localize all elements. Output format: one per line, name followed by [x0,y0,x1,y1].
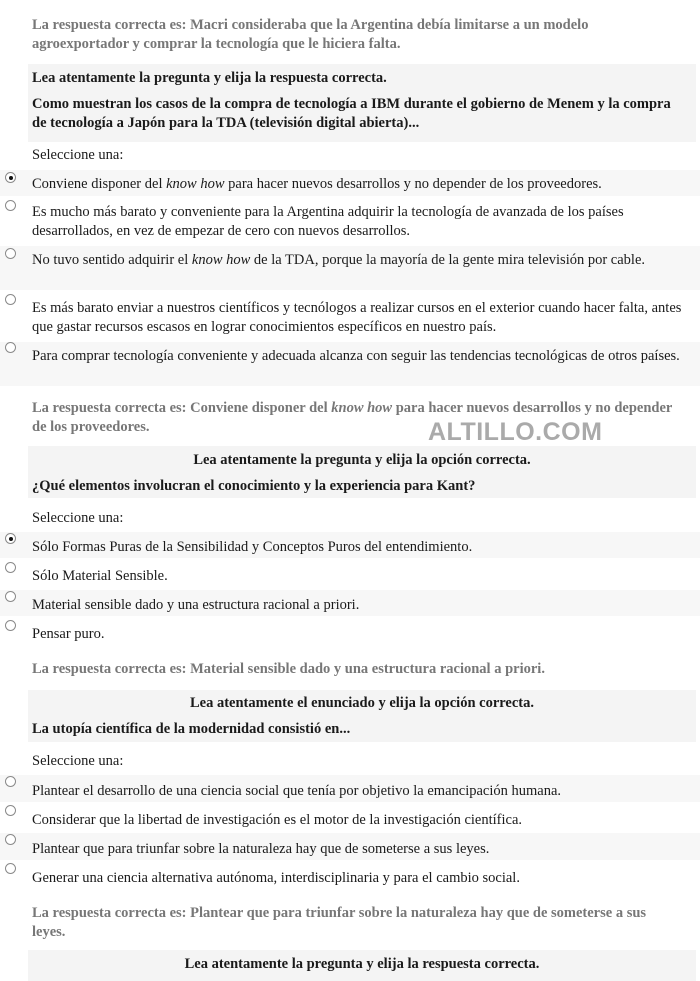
q2-option-2[interactable] [0,198,700,242]
radio-button[interactable] [5,248,16,259]
q4-option-2[interactable] [0,804,700,831]
q3-option-2[interactable] [0,561,700,587]
watermark-logo: ALTILLO.COM [428,418,603,446]
radio-button-checked[interactable] [5,533,16,544]
q3-feedback: La respuesta correcta es: Material sensible dado y una estructura racional a priori. [32,661,545,677]
radio-button[interactable] [5,863,16,874]
q3-question: ¿Qué elementos involucran el conocimiento y la experiencia para Kant? [32,478,476,494]
q2-option-1[interactable] [0,170,700,196]
q3-option-3[interactable] [0,590,700,616]
radio-button[interactable] [5,805,16,816]
q3-option-3-label: Material sensible dado y una estructura racional a priori. [32,597,360,613]
q3-option-4[interactable] [0,619,700,645]
q2-option-4-label: Es más barato enviar a nuestros científicos y tecnólogos a realizar cursos en el exterior cuando hacer falta, antes que gastar recursos escasos en lograr conocimientos específicos en nuestro país. [32,300,682,335]
radio-button[interactable] [5,620,16,631]
q2-question: Como muestran los casos de la compra de tecnología a IBM durante el gobierno de Menem y la compra de tecnología a Japón para la TDA (televisión digital abierta)... [32,96,671,131]
q2-option-1-label: Conviene disponer del know how para hacer nuevos desarrollos y no depender de los proveedores. [32,176,602,192]
q2-option-5-label: Para comprar tecnología conveniente y adecuada alcanza con seguir las tendencias tecnológicas de otros países. [32,348,680,364]
q2-feedback: La respuesta correcta es: Conviene disponer del know how para hacer nuevos desarrollos y no depender de los proveedores. [32,400,673,435]
q4-question: La utopía científica de la modernidad consistió en... [32,721,351,737]
radio-button-checked[interactable] [5,172,16,183]
q5-instruction: Lea atentamente la pregunta y elija la respuesta correcta. [184,956,540,972]
q4-instruction: Lea atentamente el enunciado y elija la opción correcta. [189,695,535,711]
q4-option-3-label: Plantear que para triunfar sobre la naturaleza hay que de someterse a sus leyes. [32,841,490,857]
q4-option-2-label: Considerar que la libertad de investigación es el motor de la investigación científica. [32,812,523,828]
q4-option-1-label: Plantear el desarrollo de una ciencia social que tenía por objetivo la emancipación humana. [32,783,562,799]
q3-select-label: Seleccione una: [32,510,124,526]
q3-option-1-label: Sólo Formas Puras de la Sensibilidad y Conceptos Puros del entendimiento. [32,539,473,555]
q3-option-4-label: Pensar puro. [32,626,105,642]
radio-button[interactable] [5,342,16,353]
q2-option-3-label: No tuvo sentido adquirir el know how de la TDA, porque la mayoría de la gente mira televisión por cable. [32,252,646,268]
q2-option-3[interactable] [0,246,700,290]
radio-button[interactable] [5,294,16,305]
q2-option-4[interactable] [0,294,700,338]
radio-button[interactable] [5,776,16,787]
q4-feedback: La respuesta correcta es: Plantear que para triunfar sobre la naturaleza hay que de someterse a sus leyes. [32,905,647,940]
q2-select-label: Seleccione una: [32,147,124,163]
q4-select-label: Seleccione una: [32,753,124,769]
q4-option-4[interactable] [0,862,700,889]
q2-option-5[interactable] [0,342,700,386]
q3-option-1[interactable] [0,532,700,558]
radio-button[interactable] [5,591,16,602]
q3-instruction: Lea atentamente la pregunta y elija la opción correcta. [193,452,531,468]
q1-feedback: La respuesta correcta es: Macri consideraba que la Argentina debía limitarse a un modelo agroexportador y comprar la tecnología que le hiciera falta. [32,17,589,52]
q4-option-1[interactable] [0,775,700,802]
radio-button[interactable] [5,200,16,211]
radio-button[interactable] [5,562,16,573]
q2-option-2-label: Es mucho más barato y conveniente para la Argentina adquirir la tecnología de avanzada de los países desarrollados, en vez de empezar de cero con nuevos desarrollos. [32,204,624,239]
q3-option-2-label: Sólo Material Sensible. [32,568,168,584]
radio-button[interactable] [5,834,16,845]
q2-instruction: Lea atentamente la pregunta y elija la respuesta correcta. [32,70,387,86]
q4-option-3[interactable] [0,833,700,860]
q4-option-4-label: Generar una ciencia alternativa autónoma, interdisciplinaria y para el cambio social. [32,870,520,886]
